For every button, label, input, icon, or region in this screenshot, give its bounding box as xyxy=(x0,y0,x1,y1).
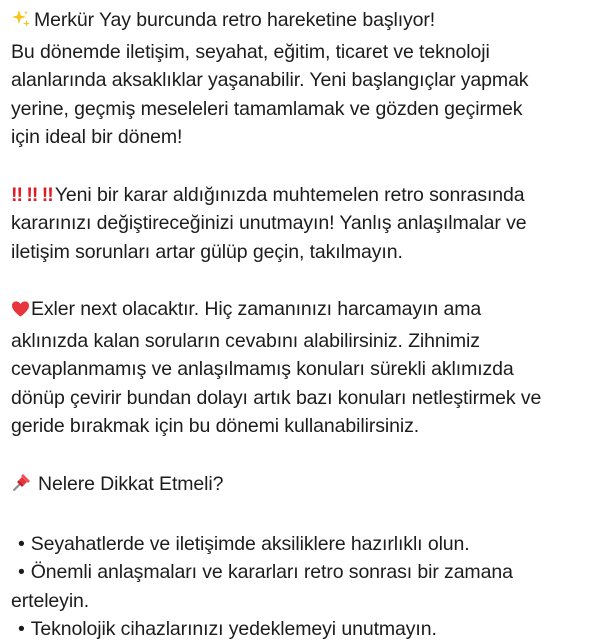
love-first-line xyxy=(11,295,592,327)
warning-paragraph xyxy=(11,181,592,267)
love-line: cevaplanmamış ve anlaşılmamış konuları sürekli aklımızda xyxy=(11,358,514,381)
list-item xyxy=(11,530,592,559)
intro-line: alanlarında aksaklıklar yaşanabilir. Yeni başlangıçlar yapmak xyxy=(11,69,529,92)
love-line: aklınızda kalan soruların cevabını alabilirsiniz. Zihnimiz xyxy=(11,329,480,352)
list-item-first-line xyxy=(11,558,592,587)
tips-list xyxy=(11,530,592,644)
bullet-icon: • xyxy=(18,561,25,584)
sparkles-icon xyxy=(11,9,31,38)
warning-line: iletişim sorunları artar gülüp geçin, takılmayın. xyxy=(11,240,403,263)
warning-line: Yeni bir karar aldığınızda muhtemelen retro sonrasında xyxy=(54,183,525,206)
paragraph-gap xyxy=(11,501,592,530)
red-heart-icon xyxy=(11,298,30,327)
intro-line: yerine, geçmiş meseleleri tamamlamak ve gözden geçirmek xyxy=(11,97,523,120)
bullet-icon: • xyxy=(18,532,25,555)
list-item xyxy=(11,558,592,615)
warning-line: kararınızı değiştireceğinizi unutmayın! Yanlış anlaşılmalar ve xyxy=(11,212,527,235)
list-item-continuation: erteleyin. xyxy=(11,589,90,612)
intro-headline-line xyxy=(11,6,592,38)
tips-heading: Nelere Dikkat Etmeli? xyxy=(38,472,224,495)
list-item-text: Önemli anlaşmaları ve kararları retro sonrası bir zamana xyxy=(30,561,513,584)
love-paragraph xyxy=(11,295,592,441)
paragraph-gap xyxy=(11,152,592,181)
intro-line: Bu dönemde iletişim, seyahat, eğitim, ticaret ve teknoloji xyxy=(11,40,490,63)
bullet-icon: • xyxy=(18,618,25,641)
list-item-first-line xyxy=(11,530,592,559)
tips-heading-line xyxy=(11,470,592,502)
warning-first-line xyxy=(11,181,592,210)
intro-paragraph xyxy=(11,6,592,152)
intro-line: için ideal bir dönem! xyxy=(11,126,183,149)
paragraph-gap xyxy=(11,441,592,470)
intro-headline: Merkür Yay burcunda retro hareketine başlıyor! xyxy=(34,9,436,31)
double-exclamation-icon: !! !! !! xyxy=(11,183,53,206)
love-line: dönüp çevirir bundan dolayı artık bazı konuları netleştirmek ve xyxy=(11,386,542,409)
list-item-text: Seyahatlerde ve iletişimde aksiliklere hazırlıklı olun. xyxy=(30,532,470,555)
paragraph-gap xyxy=(11,266,592,295)
love-line: Exler next olacaktır. Hiç zamanınızı harcamayın ama xyxy=(31,297,482,320)
list-item-text: Teknolojik cihazlarınızı yedeklemeyi unutmayın. xyxy=(30,618,437,641)
love-line: geride bırakmak için bu dönemi kullanabilirsiniz. xyxy=(11,415,420,438)
pushpin-icon xyxy=(11,471,33,502)
